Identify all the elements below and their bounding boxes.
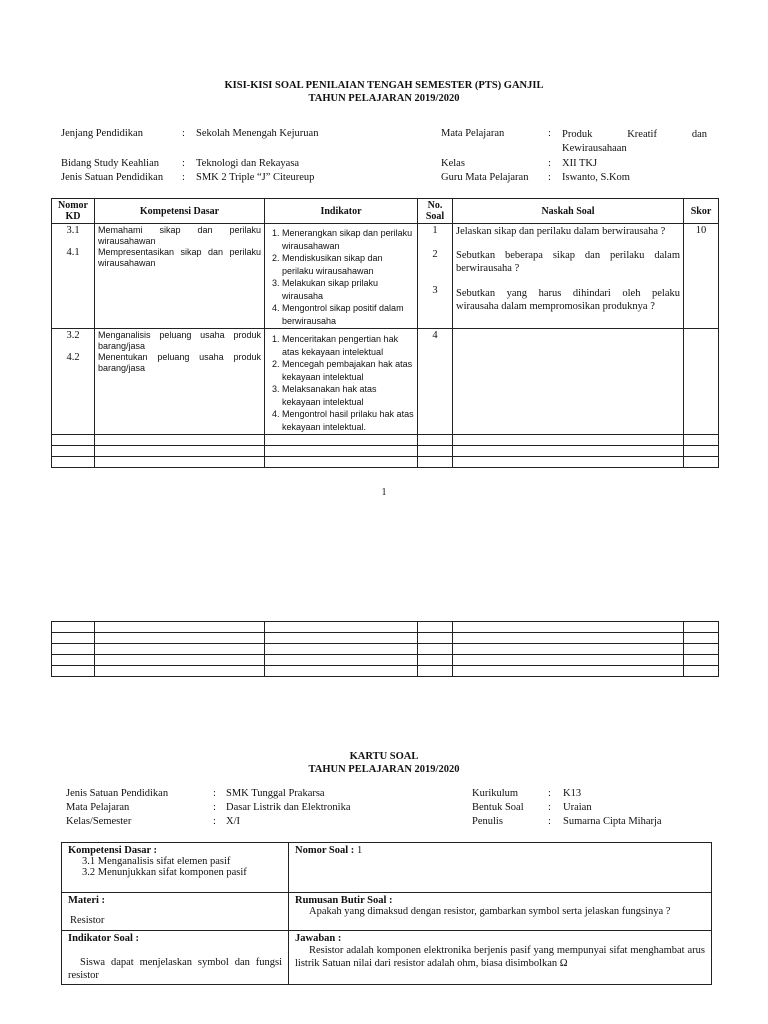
kd-number: 4.2 bbox=[66, 352, 80, 363]
table-row bbox=[52, 633, 719, 644]
jawaban-label: Jawaban : bbox=[295, 933, 342, 944]
table-row bbox=[62, 931, 712, 985]
kompetensi-item: Menentukan peluang usaha produk barang/jasa bbox=[98, 352, 261, 373]
no-soal-cell bbox=[418, 224, 453, 329]
indikator-soal-value: Siswa dapat menjelaskan symbol dan fungsi resistor bbox=[68, 957, 282, 981]
info-label: Kurikulum bbox=[472, 788, 519, 799]
info-value: K13 bbox=[563, 788, 582, 799]
page-number: 1 bbox=[381, 487, 387, 498]
kompetensi-cell bbox=[95, 224, 265, 329]
nomor-soal-value: 1 bbox=[356, 845, 363, 856]
kompetensi-dasar-label: Kompetensi Dasar : bbox=[68, 845, 158, 856]
skor-cell: 10 bbox=[684, 224, 719, 329]
indikator-cell bbox=[265, 224, 418, 329]
info-colon: : bbox=[548, 172, 551, 183]
info-value: SMK 2 Triple “J” Citeureup bbox=[196, 172, 315, 183]
nomor-soal-label: Nomor Soal : bbox=[295, 845, 355, 856]
kd-number: 3.1 bbox=[66, 225, 80, 236]
naskah-cell bbox=[453, 224, 684, 329]
info-colon: : bbox=[182, 172, 185, 183]
kompetensi-item: 3.1 Menganalisis sifat elemen pasif bbox=[82, 856, 231, 867]
info-label: Jenis Satuan Pendidikan bbox=[66, 788, 169, 799]
table-row bbox=[52, 655, 719, 666]
info-value: Dasar Listrik dan Elektronika bbox=[226, 802, 351, 813]
indikator-item: 4. Mengontrol sikap positif dalam berwirausaha bbox=[282, 302, 414, 327]
table-row bbox=[52, 457, 719, 468]
table-row bbox=[52, 329, 719, 435]
kd-cell bbox=[52, 329, 95, 435]
table-row bbox=[52, 435, 719, 446]
indikator-soal-label: Indikator Soal : bbox=[68, 933, 139, 944]
kd-number: 4.1 bbox=[66, 247, 80, 258]
header-indikator: Indikator bbox=[265, 199, 418, 224]
indikator-item: 2. Mencegah pembajakan hak atas kekayaan intelektual bbox=[282, 358, 414, 383]
nomor-soal-cell bbox=[289, 843, 712, 893]
info-label: Jenis Satuan Pendidikan bbox=[61, 172, 164, 183]
jawaban-value: Resistor adalah komponen elektronika berjenis pasif yang mempunyai sifat menghambat arus listrik Satuan nilai dari resistor adalah ohm, biasa disimbolkan Ω bbox=[295, 945, 705, 969]
info-value: Iswanto, S.Kom bbox=[562, 172, 630, 183]
info-label: Guru Mata Pelajaran bbox=[441, 172, 529, 183]
materi-cell bbox=[62, 893, 289, 931]
info-label: Bidang Study Keahlian bbox=[61, 158, 159, 169]
table-row bbox=[52, 622, 719, 633]
info-label: Kelas bbox=[441, 158, 465, 169]
header-no-soal: No. Soal bbox=[418, 199, 453, 224]
kompetensi-item: Memahami sikap dan perilaku wirausahawan bbox=[98, 225, 261, 246]
indikator-item: 1. Menerangkan sikap dan perilaku wirausahawan bbox=[282, 227, 414, 252]
kartu-subtitle: TAHUN PELAJARAN 2019/2020 bbox=[308, 764, 460, 775]
header-skor: Skor bbox=[684, 199, 719, 224]
info-colon: : bbox=[182, 128, 185, 139]
materi-value: Resistor bbox=[70, 915, 105, 926]
info-colon: : bbox=[213, 788, 216, 799]
indikator-item: 2. Mendiskusikan sikap dan perilaku wirausahawan bbox=[282, 252, 414, 277]
info-value: SMK Tunggal Prakarsa bbox=[226, 788, 325, 799]
info-colon: : bbox=[548, 802, 551, 813]
rumusan-cell bbox=[289, 893, 712, 931]
jawaban-cell bbox=[289, 931, 712, 985]
table-row bbox=[52, 224, 719, 329]
info-value: Uraian bbox=[563, 802, 592, 813]
info-value: Sekolah Menengah Kejuruan bbox=[196, 128, 319, 139]
kisi-table-continuation bbox=[51, 621, 719, 677]
header-naskah: Naskah Soal bbox=[453, 199, 684, 224]
info-colon: : bbox=[548, 816, 551, 827]
materi-label: Materi : bbox=[68, 895, 106, 906]
kd-cell bbox=[52, 224, 95, 329]
info-colon: : bbox=[548, 128, 551, 139]
info-label: Kelas/Semester bbox=[66, 816, 132, 827]
info-value: Produk Kreatif dan Kewirausahaan bbox=[562, 129, 707, 154]
indikator-item: 1. Menceritakan pengertian hak atas kekayaan intelektual bbox=[282, 333, 414, 358]
table-row bbox=[62, 893, 712, 931]
info-label: Mata Pelajaran bbox=[441, 128, 505, 139]
kompetensi-dasar-cell bbox=[62, 843, 289, 893]
naskah-item: Sebutkan yang harus dihindari oleh pelaku wirausaha dalam mempromosikan produknya ? bbox=[456, 288, 680, 312]
naskah-cell bbox=[453, 329, 684, 435]
indikator-item: 3. Melaksanakan hak atas kekayaan intelektual bbox=[282, 383, 414, 408]
info-label: Jenjang Pendidikan bbox=[61, 128, 143, 139]
info-label: Bentuk Soal bbox=[472, 802, 524, 813]
info-colon: : bbox=[182, 158, 185, 169]
kisi-subtitle: TAHUN PELAJARAN 2019/2020 bbox=[308, 93, 460, 104]
kompetensi-cell bbox=[95, 329, 265, 435]
kompetensi-item: Mempresentasikan sikap dan perilaku wirausahawan bbox=[98, 247, 261, 268]
kisi-title: KISI-KISI SOAL PENILAIAN TENGAH SEMESTER (PTS) GANJIL bbox=[224, 80, 544, 91]
table-row bbox=[52, 666, 719, 677]
no-soal: 3 bbox=[432, 285, 438, 296]
table-header-row bbox=[52, 199, 719, 224]
no-soal: 2 bbox=[432, 249, 438, 260]
info-colon: : bbox=[548, 158, 551, 169]
no-soal-cell: 4 bbox=[418, 329, 453, 435]
table-row bbox=[52, 644, 719, 655]
no-soal: 1 bbox=[432, 225, 438, 236]
kompetensi-item: 3.2 Menunjukkan sifat komponen pasif bbox=[82, 867, 247, 878]
header-kompetensi: Kompetensi Dasar bbox=[95, 199, 265, 224]
header-nomor-kd: Nomor KD bbox=[52, 199, 95, 224]
kartu-soal-table bbox=[61, 842, 712, 985]
rumusan-label: Rumusan Butir Soal : bbox=[295, 895, 393, 906]
indikator-soal-cell bbox=[62, 931, 289, 985]
table-row bbox=[52, 446, 719, 457]
info-value: XII TKJ bbox=[562, 158, 598, 169]
info-value: Teknologi dan Rekayasa bbox=[196, 158, 300, 169]
table-row bbox=[62, 843, 712, 893]
skor-cell bbox=[684, 329, 719, 435]
indikator-cell bbox=[265, 329, 418, 435]
naskah-item: Jelaskan sikap dan perilaku dalam berwirausaha ? bbox=[456, 226, 666, 237]
kd-number: 3.2 bbox=[66, 330, 80, 341]
rumusan-value: Apakah yang dimaksud dengan resistor, gambarkan symbol serta jelaskan fungsinya ? bbox=[309, 906, 671, 917]
info-label: Penulis bbox=[472, 816, 503, 827]
kartu-title: KARTU SOAL bbox=[349, 751, 419, 762]
indikator-item: 3. Melakukan sikap prilaku wirausaha bbox=[282, 277, 414, 302]
kisi-table bbox=[51, 198, 719, 468]
info-colon: : bbox=[213, 802, 216, 813]
indikator-item: 4. Mengontrol hasil prilaku hak atas kekayaan intelektual. bbox=[282, 408, 414, 433]
kompetensi-item: Menganalisis peluang usaha produk barang/jasa bbox=[98, 330, 261, 351]
info-label: Mata Pelajaran bbox=[66, 802, 130, 813]
info-value: X/I bbox=[226, 816, 240, 827]
info-colon: : bbox=[548, 788, 551, 799]
info-colon: : bbox=[213, 816, 216, 827]
info-value: Sumarna Cipta Miharja bbox=[563, 816, 662, 827]
naskah-item: Sebutkan beberapa sikap dan perilaku dalam berwirausaha ? bbox=[456, 250, 680, 274]
